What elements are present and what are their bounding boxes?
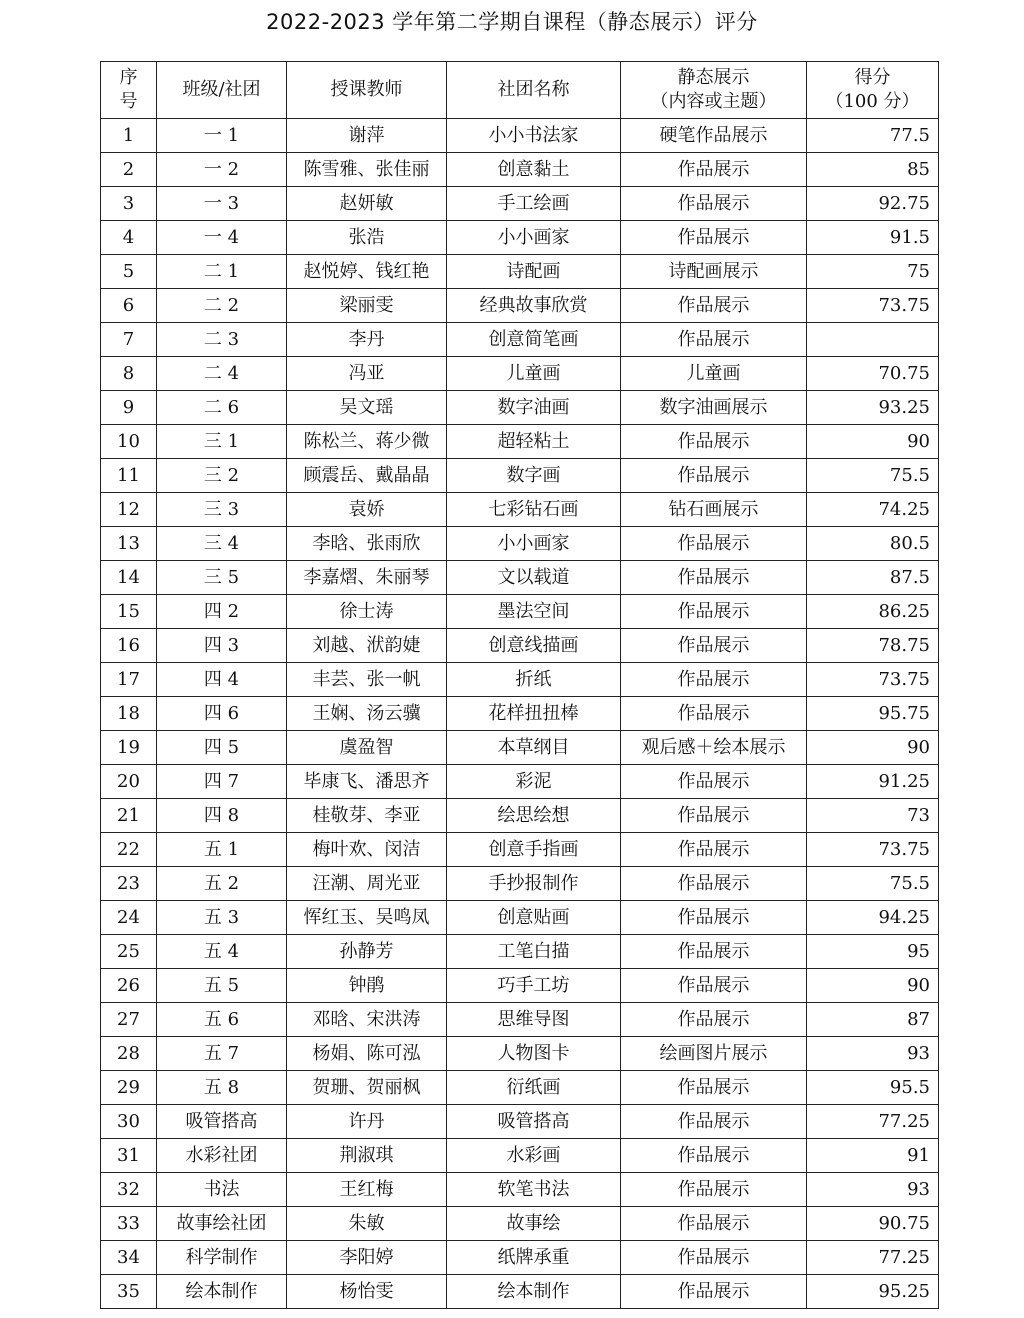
- cell-no: 32: [101, 1173, 157, 1207]
- cell-teacher: 丰芸、张一帆: [287, 663, 447, 697]
- cell-club: 创意简笔画: [447, 323, 621, 357]
- table-row: [101, 833, 939, 867]
- header-teacher: 授课教师: [287, 62, 447, 119]
- cell-no: 2: [101, 153, 157, 187]
- cell-score: 85: [807, 153, 939, 187]
- cell-score: 86.25: [807, 595, 939, 629]
- cell-club: 超轻粘土: [447, 425, 621, 459]
- cell-teacher: 虞盈智: [287, 731, 447, 765]
- cell-no: 7: [101, 323, 157, 357]
- cell-score: 77.25: [807, 1241, 939, 1275]
- cell-score: 95: [807, 935, 939, 969]
- table-row: [101, 969, 939, 1003]
- cell-no: 31: [101, 1139, 157, 1173]
- cell-teacher: 毕康飞、潘思齐: [287, 765, 447, 799]
- cell-score: [807, 323, 939, 357]
- table-row: [101, 901, 939, 935]
- cell-display: 作品展示: [621, 323, 807, 357]
- cell-teacher: 陈松兰、蒋少微: [287, 425, 447, 459]
- table-row: [101, 629, 939, 663]
- cell-display: 作品展示: [621, 1003, 807, 1037]
- cell-display: 作品展示: [621, 153, 807, 187]
- cell-club: 墨法空间: [447, 595, 621, 629]
- cell-no: 1: [101, 119, 157, 153]
- cell-score: 93: [807, 1037, 939, 1071]
- cell-class: 二 3: [157, 323, 287, 357]
- cell-teacher: 冯亚: [287, 357, 447, 391]
- table-row: [101, 527, 939, 561]
- cell-club: 折纸: [447, 663, 621, 697]
- cell-score: 87.5: [807, 561, 939, 595]
- cell-class: 三 2: [157, 459, 287, 493]
- cell-score: 87: [807, 1003, 939, 1037]
- cell-teacher: 李晗、张雨欣: [287, 527, 447, 561]
- cell-class: 一 3: [157, 187, 287, 221]
- cell-display: 作品展示: [621, 1139, 807, 1173]
- cell-score: 95.75: [807, 697, 939, 731]
- cell-teacher: 刘越、洑韵婕: [287, 629, 447, 663]
- cell-score: 91.5: [807, 221, 939, 255]
- cell-club: 七彩钻石画: [447, 493, 621, 527]
- cell-display: 作品展示: [621, 221, 807, 255]
- cell-no: 29: [101, 1071, 157, 1105]
- cell-display: 作品展示: [621, 901, 807, 935]
- cell-class: 三 5: [157, 561, 287, 595]
- cell-class: 书法: [157, 1173, 287, 1207]
- cell-no: 14: [101, 561, 157, 595]
- header-no: 序 号: [101, 62, 157, 119]
- cell-score: 73.75: [807, 663, 939, 697]
- cell-class: 四 6: [157, 697, 287, 731]
- cell-display: 作品展示: [621, 187, 807, 221]
- cell-no: 18: [101, 697, 157, 731]
- cell-display: 作品展示: [621, 595, 807, 629]
- cell-teacher: 梅叶欢、闵洁: [287, 833, 447, 867]
- cell-teacher: 恽红玉、吴鸣凤: [287, 901, 447, 935]
- cell-class: 五 7: [157, 1037, 287, 1071]
- cell-no: 33: [101, 1207, 157, 1241]
- cell-no: 17: [101, 663, 157, 697]
- cell-score: 73.75: [807, 289, 939, 323]
- cell-display: 作品展示: [621, 935, 807, 969]
- cell-club: 绘思绘想: [447, 799, 621, 833]
- cell-score: 91.25: [807, 765, 939, 799]
- cell-class: 四 5: [157, 731, 287, 765]
- table-row: [101, 391, 939, 425]
- cell-no: 20: [101, 765, 157, 799]
- cell-class: 二 1: [157, 255, 287, 289]
- cell-teacher: 许丹: [287, 1105, 447, 1139]
- cell-club: 彩泥: [447, 765, 621, 799]
- cell-teacher: 杨娟、陈可泓: [287, 1037, 447, 1071]
- cell-teacher: 荆淑琪: [287, 1139, 447, 1173]
- cell-no: 13: [101, 527, 157, 561]
- cell-club: 小小画家: [447, 221, 621, 255]
- cell-no: 9: [101, 391, 157, 425]
- cell-club: 本草纲目: [447, 731, 621, 765]
- cell-score: 93.25: [807, 391, 939, 425]
- cell-class: 绘本制作: [157, 1275, 287, 1309]
- cell-display: 作品展示: [621, 527, 807, 561]
- cell-class: 二 4: [157, 357, 287, 391]
- cell-no: 35: [101, 1275, 157, 1309]
- cell-score: 91: [807, 1139, 939, 1173]
- cell-score: 77.25: [807, 1105, 939, 1139]
- cell-no: 10: [101, 425, 157, 459]
- cell-no: 21: [101, 799, 157, 833]
- table-row: [101, 289, 939, 323]
- cell-display: 作品展示: [621, 459, 807, 493]
- cell-class: 吸管搭高: [157, 1105, 287, 1139]
- cell-display: 数字油画展示: [621, 391, 807, 425]
- cell-score: 70.75: [807, 357, 939, 391]
- cell-display: 观后感＋绘本展示: [621, 731, 807, 765]
- cell-display: 作品展示: [621, 1241, 807, 1275]
- cell-club: 儿童画: [447, 357, 621, 391]
- cell-no: 24: [101, 901, 157, 935]
- cell-score: 90: [807, 731, 939, 765]
- cell-display: 诗配画展示: [621, 255, 807, 289]
- table-row: [101, 561, 939, 595]
- cell-class: 四 7: [157, 765, 287, 799]
- cell-no: 12: [101, 493, 157, 527]
- table-row: [101, 1139, 939, 1173]
- header-club: 社团名称: [447, 62, 621, 119]
- cell-club: 创意黏土: [447, 153, 621, 187]
- cell-teacher: 李嘉熠、朱丽琴: [287, 561, 447, 595]
- cell-teacher: 李阳婷: [287, 1241, 447, 1275]
- cell-teacher: 邓晗、宋洪涛: [287, 1003, 447, 1037]
- table-row: [101, 765, 939, 799]
- header-class: 班级/社团: [157, 62, 287, 119]
- cell-class: 四 2: [157, 595, 287, 629]
- cell-score: 78.75: [807, 629, 939, 663]
- cell-no: 25: [101, 935, 157, 969]
- cell-club: 纸牌承重: [447, 1241, 621, 1275]
- cell-class: 五 1: [157, 833, 287, 867]
- cell-score: 90: [807, 425, 939, 459]
- cell-score: 77.5: [807, 119, 939, 153]
- table-row: [101, 187, 939, 221]
- table-row: [101, 221, 939, 255]
- cell-no: 28: [101, 1037, 157, 1071]
- cell-score: 74.25: [807, 493, 939, 527]
- table-row: [101, 1207, 939, 1241]
- table-row: [101, 731, 939, 765]
- cell-display: 作品展示: [621, 969, 807, 1003]
- table-row: [101, 459, 939, 493]
- table-header-row: [101, 62, 939, 119]
- cell-display: 作品展示: [621, 1275, 807, 1309]
- cell-no: 8: [101, 357, 157, 391]
- cell-class: 五 5: [157, 969, 287, 1003]
- cell-club: 巧手工坊: [447, 969, 621, 1003]
- cell-teacher: 赵妍敏: [287, 187, 447, 221]
- cell-score: 90.75: [807, 1207, 939, 1241]
- cell-no: 34: [101, 1241, 157, 1275]
- cell-class: 四 8: [157, 799, 287, 833]
- cell-class: 四 3: [157, 629, 287, 663]
- cell-teacher: 赵悦婷、钱红艳: [287, 255, 447, 289]
- cell-score: 75: [807, 255, 939, 289]
- cell-no: 6: [101, 289, 157, 323]
- cell-display: 作品展示: [621, 833, 807, 867]
- cell-no: 5: [101, 255, 157, 289]
- cell-teacher: 贺珊、贺丽枫: [287, 1071, 447, 1105]
- cell-teacher: 王红梅: [287, 1173, 447, 1207]
- cell-class: 三 4: [157, 527, 287, 561]
- cell-class: 一 2: [157, 153, 287, 187]
- table-row: [101, 799, 939, 833]
- table-row: [101, 697, 939, 731]
- table-row: [101, 255, 939, 289]
- cell-teacher: 谢萍: [287, 119, 447, 153]
- table-row: [101, 1275, 939, 1309]
- table-row: [101, 1037, 939, 1071]
- cell-club: 文以载道: [447, 561, 621, 595]
- cell-display: 作品展示: [621, 867, 807, 901]
- cell-club: 水彩画: [447, 1139, 621, 1173]
- cell-score: 92.75: [807, 187, 939, 221]
- cell-teacher: 王娴、汤云骥: [287, 697, 447, 731]
- cell-club: 创意手指画: [447, 833, 621, 867]
- cell-display: 作品展示: [621, 1105, 807, 1139]
- cell-no: 23: [101, 867, 157, 901]
- cell-teacher: 张浩: [287, 221, 447, 255]
- cell-display: 作品展示: [621, 765, 807, 799]
- cell-teacher: 陈雪雅、张佳丽: [287, 153, 447, 187]
- cell-class: 五 3: [157, 901, 287, 935]
- cell-score: 75.5: [807, 459, 939, 493]
- cell-teacher: 顾震岳、戴晶晶: [287, 459, 447, 493]
- cell-club: 经典故事欣赏: [447, 289, 621, 323]
- cell-score: 95.25: [807, 1275, 939, 1309]
- cell-class: 五 2: [157, 867, 287, 901]
- cell-display: 作品展示: [621, 629, 807, 663]
- cell-display: 作品展示: [621, 663, 807, 697]
- cell-no: 16: [101, 629, 157, 663]
- cell-class: 一 4: [157, 221, 287, 255]
- cell-no: 3: [101, 187, 157, 221]
- cell-class: 一 1: [157, 119, 287, 153]
- table-row: [101, 357, 939, 391]
- cell-teacher: 徐士涛: [287, 595, 447, 629]
- cell-display: 作品展示: [621, 561, 807, 595]
- cell-score: 90: [807, 969, 939, 1003]
- cell-no: 30: [101, 1105, 157, 1139]
- cell-club: 诗配画: [447, 255, 621, 289]
- cell-score: 80.5: [807, 527, 939, 561]
- cell-score: 93: [807, 1173, 939, 1207]
- table-row: [101, 595, 939, 629]
- table-row: [101, 663, 939, 697]
- score-table: [100, 61, 939, 1309]
- cell-club: 小小书法家: [447, 119, 621, 153]
- cell-club: 工笔白描: [447, 935, 621, 969]
- cell-class: 四 4: [157, 663, 287, 697]
- cell-club: 绘本制作: [447, 1275, 621, 1309]
- cell-club: 手工绘画: [447, 187, 621, 221]
- cell-class: 二 6: [157, 391, 287, 425]
- cell-teacher: 袁娇: [287, 493, 447, 527]
- cell-no: 26: [101, 969, 157, 1003]
- cell-display: 作品展示: [621, 425, 807, 459]
- cell-display: 作品展示: [621, 289, 807, 323]
- header-score: 得分 （100 分）: [807, 62, 939, 119]
- cell-score: 95.5: [807, 1071, 939, 1105]
- cell-teacher: 孙静芳: [287, 935, 447, 969]
- cell-no: 4: [101, 221, 157, 255]
- table-row: [101, 1173, 939, 1207]
- cell-club: 故事绘: [447, 1207, 621, 1241]
- cell-no: 22: [101, 833, 157, 867]
- cell-club: 创意线描画: [447, 629, 621, 663]
- cell-teacher: 杨怡雯: [287, 1275, 447, 1309]
- cell-class: 五 4: [157, 935, 287, 969]
- cell-display: 钻石画展示: [621, 493, 807, 527]
- cell-teacher: 梁丽雯: [287, 289, 447, 323]
- header-display: 静态展示 （内容或主题）: [621, 62, 807, 119]
- cell-club: 数字油画: [447, 391, 621, 425]
- table-row: [101, 1071, 939, 1105]
- cell-display: 绘画图片展示: [621, 1037, 807, 1071]
- cell-club: 软笔书法: [447, 1173, 621, 1207]
- cell-club: 手抄报制作: [447, 867, 621, 901]
- cell-class: 科学制作: [157, 1241, 287, 1275]
- cell-score: 73.75: [807, 833, 939, 867]
- cell-display: 作品展示: [621, 1207, 807, 1241]
- cell-class: 水彩社团: [157, 1139, 287, 1173]
- cell-club: 衍纸画: [447, 1071, 621, 1105]
- cell-class: 三 1: [157, 425, 287, 459]
- cell-display: 硬笔作品展示: [621, 119, 807, 153]
- cell-teacher: 朱敏: [287, 1207, 447, 1241]
- cell-club: 花样扭扭棒: [447, 697, 621, 731]
- table-row: [101, 1105, 939, 1139]
- cell-teacher: 钟鹃: [287, 969, 447, 1003]
- cell-no: 27: [101, 1003, 157, 1037]
- cell-score: 73: [807, 799, 939, 833]
- table-body: [101, 119, 939, 1309]
- cell-display: 作品展示: [621, 697, 807, 731]
- cell-class: 五 6: [157, 1003, 287, 1037]
- cell-club: 创意贴画: [447, 901, 621, 935]
- cell-club: 小小画家: [447, 527, 621, 561]
- cell-class: 故事绘社团: [157, 1207, 287, 1241]
- cell-score: 94.25: [807, 901, 939, 935]
- cell-no: 15: [101, 595, 157, 629]
- table-row: [101, 119, 939, 153]
- cell-class: 三 3: [157, 493, 287, 527]
- cell-class: 五 8: [157, 1071, 287, 1105]
- cell-display: 作品展示: [621, 1071, 807, 1105]
- cell-no: 19: [101, 731, 157, 765]
- table-row: [101, 935, 939, 969]
- cell-teacher: 李丹: [287, 323, 447, 357]
- cell-club: 吸管搭高: [447, 1105, 621, 1139]
- cell-score: 75.5: [807, 867, 939, 901]
- table-row: [101, 153, 939, 187]
- table-row: [101, 323, 939, 357]
- cell-club: 人物图卡: [447, 1037, 621, 1071]
- table-row: [101, 425, 939, 459]
- table-row: [101, 1003, 939, 1037]
- cell-club: 数字画: [447, 459, 621, 493]
- cell-teacher: 吴文瑶: [287, 391, 447, 425]
- cell-display: 儿童画: [621, 357, 807, 391]
- cell-teacher: 桂敬芽、李亚: [287, 799, 447, 833]
- table-row: [101, 493, 939, 527]
- page-title: 2022-2023 学年第二学期自课程（静态展示）评分: [266, 10, 758, 34]
- table-row: [101, 1241, 939, 1275]
- cell-display: 作品展示: [621, 1173, 807, 1207]
- cell-club: 思维导图: [447, 1003, 621, 1037]
- cell-class: 二 2: [157, 289, 287, 323]
- cell-no: 11: [101, 459, 157, 493]
- cell-display: 作品展示: [621, 799, 807, 833]
- cell-teacher: 汪潮、周光亚: [287, 867, 447, 901]
- table-row: [101, 867, 939, 901]
